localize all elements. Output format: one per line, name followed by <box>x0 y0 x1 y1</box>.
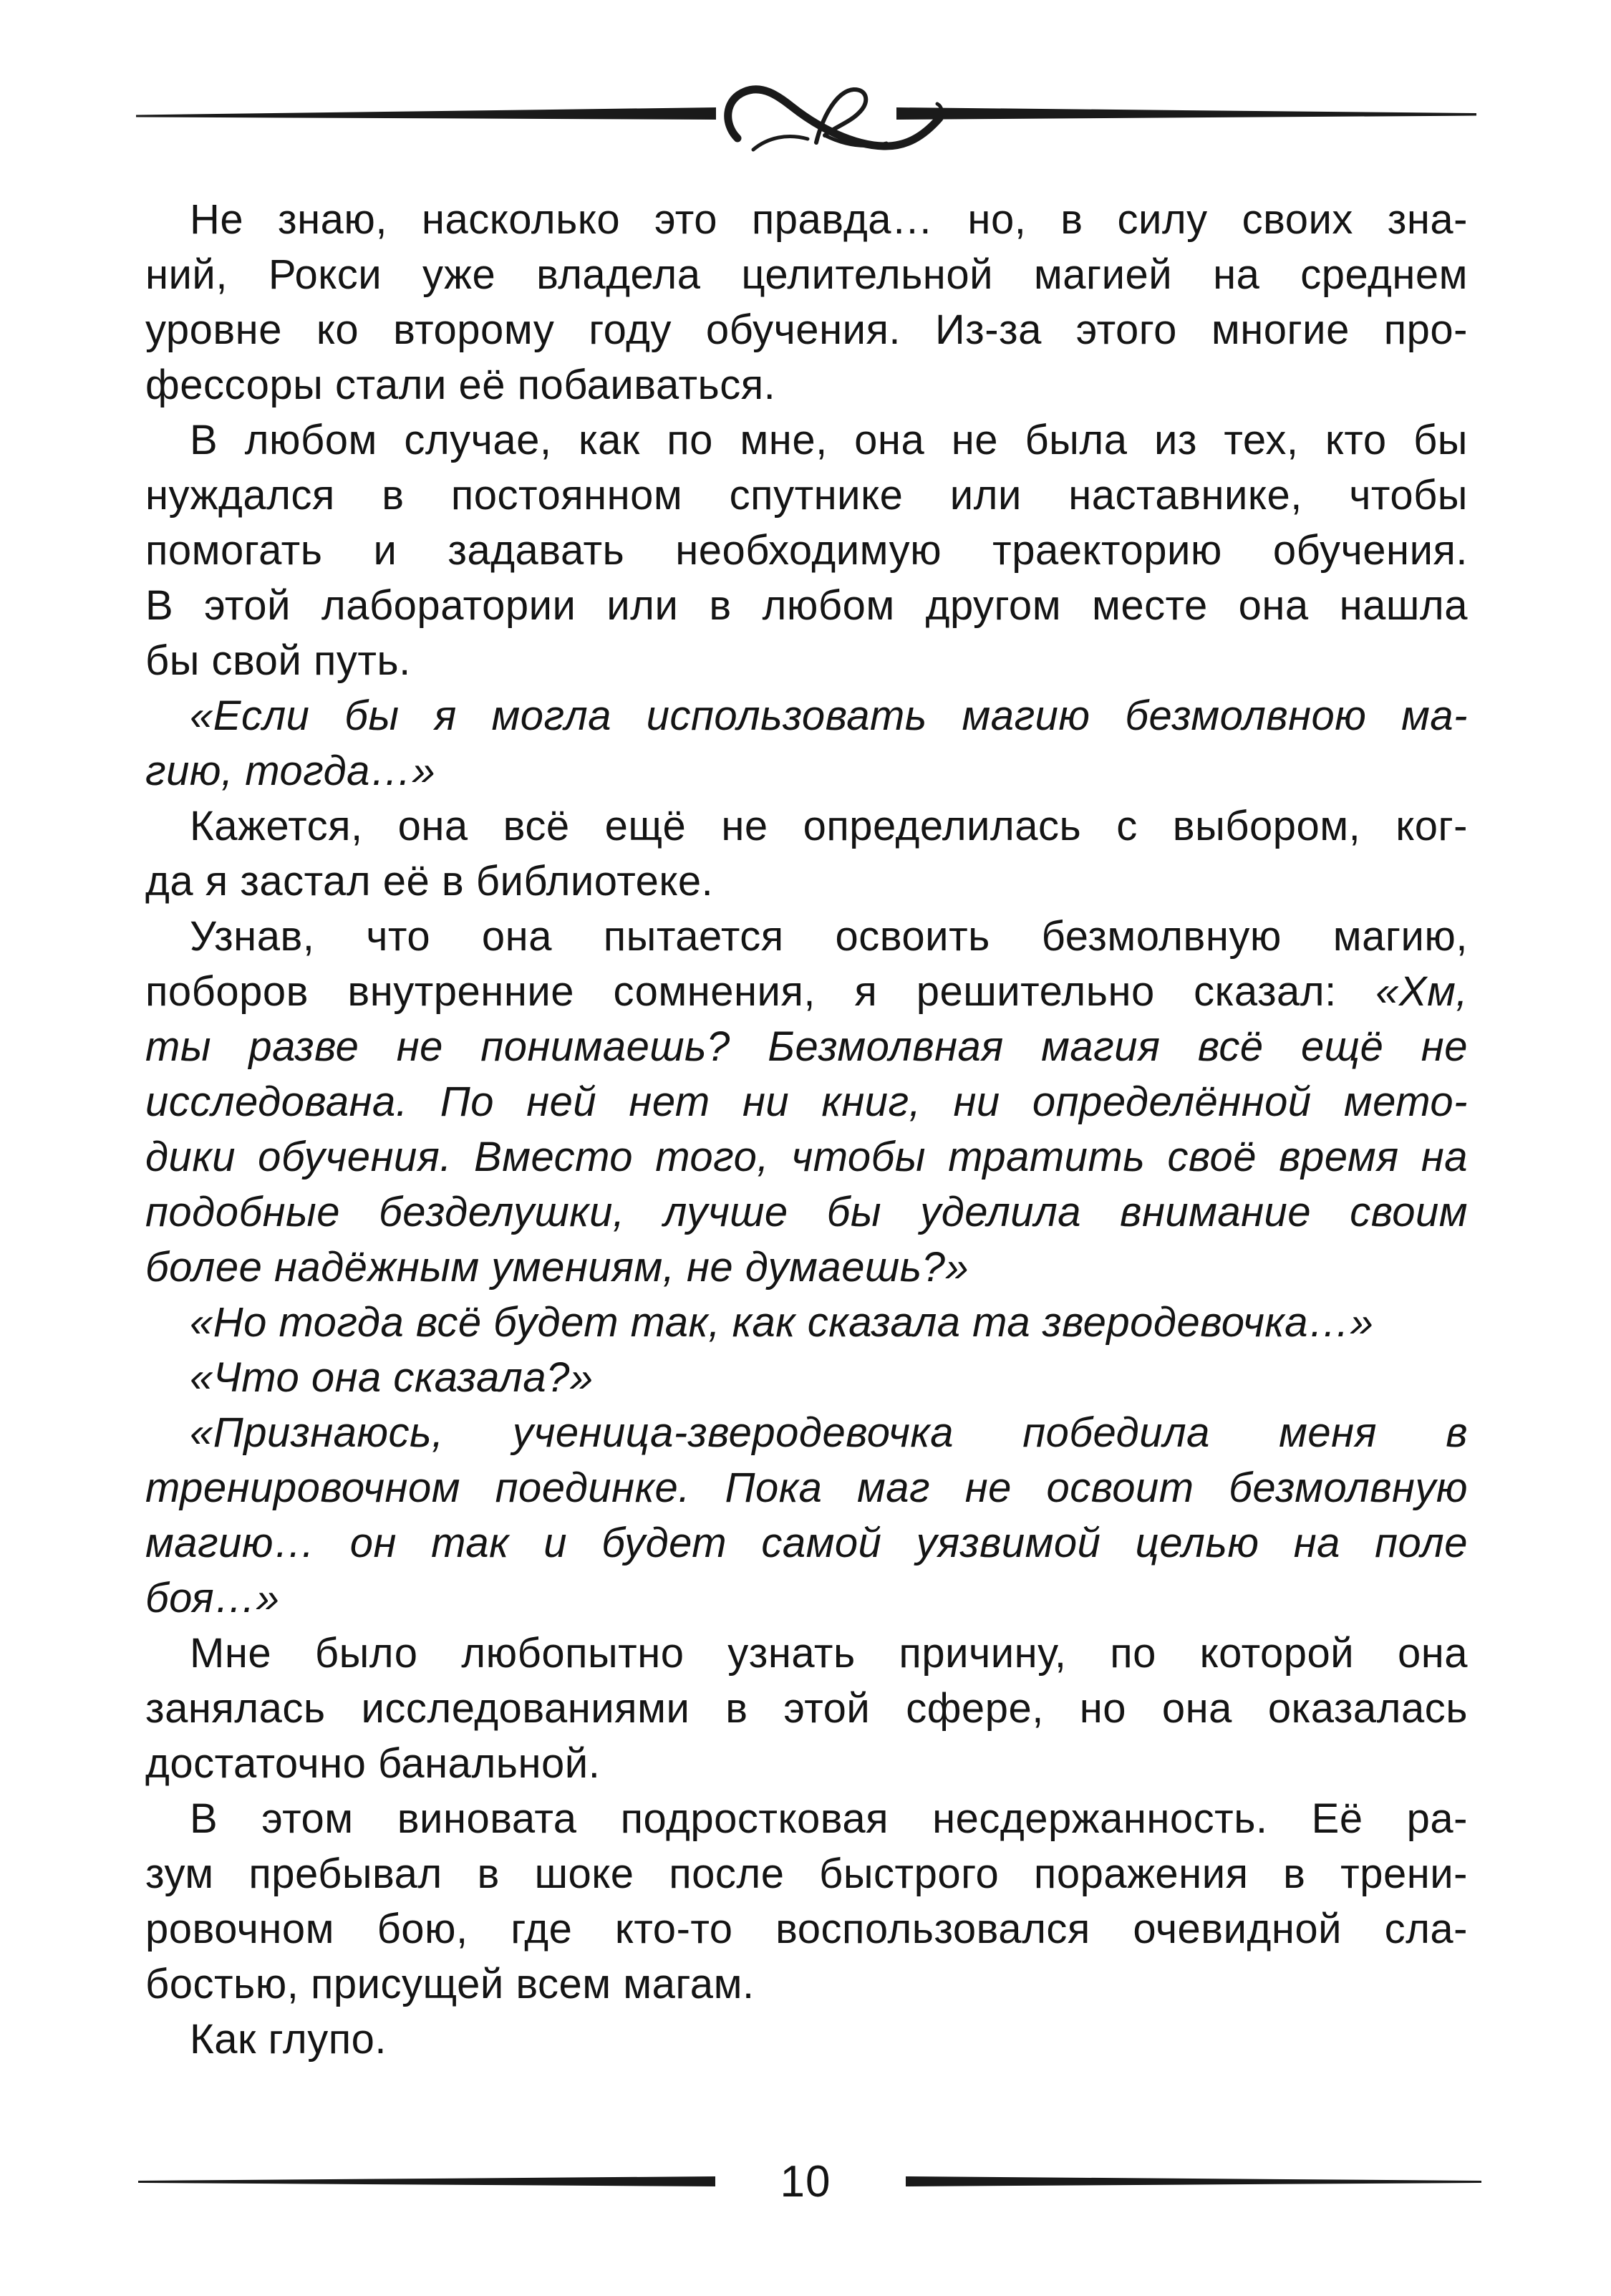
text-line: помогать и задавать необходимую траекторию обучения. <box>145 527 1468 574</box>
text-line: В любом случае, как по мне, она не была из тех, кто бы <box>190 417 1468 463</box>
text-line: занялась исследованиями в этой сфере, но она оказалась <box>145 1685 1468 1732</box>
text-line: да я застал её в библиотеке. <box>145 858 714 905</box>
text-line: Мне было любопытно узнать причину, по которой она <box>190 1630 1468 1677</box>
text-line: ний, Рокси уже владела целительной магией на среднем <box>145 251 1468 298</box>
text-line: «Если бы я могла использовать магию безмолвною ма- <box>190 693 1468 739</box>
text-line: ты разве не понимаешь? Безмолвная магия всё ещё не <box>145 1023 1468 1070</box>
text-line: зум пребывал в шоке после быстрого поражения в трени- <box>145 1851 1468 1897</box>
text-line: исследована. По ней нет ни книг, ни определённой мето- <box>145 1079 1468 1125</box>
text-line: фессоры стали её побаиваться. <box>145 362 776 408</box>
flourish-icon <box>728 90 942 150</box>
text-line: Узнав, что она пытается освоить безмолвную магию, <box>190 913 1468 960</box>
text-line: В этом виновата подростковая несдержанность. Её ра- <box>190 1795 1468 1842</box>
text-line: поборов внутренние сомнения, я решительно сказал: «Хм, <box>145 968 1468 1015</box>
paragraph <box>145 192 1468 413</box>
paragraph <box>145 688 1468 799</box>
text-line: «Что она сказала?» <box>190 1354 594 1401</box>
text-line: «Но тогда всё будет так, как сказала та зверодевочка…» <box>190 1299 1374 1346</box>
text-line: «Признаюсь, ученица-зверодевочка победила меня в <box>190 1409 1468 1456</box>
text-line: уровне ко второму году обучения. Из-за этого многие про- <box>145 307 1468 353</box>
text-line: бы свой путь. <box>145 637 411 684</box>
page-number: 10 <box>780 2157 831 2206</box>
text-line: бостью, присущей всем магам. <box>145 1961 755 2007</box>
text-line: более надёжным умениям, не думаешь?» <box>145 1244 969 1291</box>
paragraph <box>145 1791 1468 2012</box>
paragraph <box>145 909 1468 1295</box>
paragraph <box>145 413 1468 688</box>
top-rule-left <box>136 107 716 120</box>
text-line: В этой лаборатории или в любом другом месте она нашла <box>145 582 1468 629</box>
text-line: магию… он так и будет самой уязвимой целью на поле <box>145 1520 1468 1566</box>
paragraph <box>145 1405 1468 1626</box>
top-rule-right <box>896 107 1476 120</box>
text-line: боя…» <box>145 1575 280 1621</box>
text-line: Как глупо. <box>190 2016 387 2063</box>
paragraph <box>145 799 1468 909</box>
text-line: ровочном бою, где кто-то воспользовался очевидной сла- <box>145 1906 1468 1952</box>
paragraph <box>145 1626 1468 1791</box>
text-line: Кажется, она всё ещё не определилась с выбором, ког- <box>190 803 1468 849</box>
page-text <box>145 192 1468 2067</box>
text-line: тренировочном поединке. Пока маг не освоит безмолвную <box>145 1465 1468 1511</box>
paragraph <box>145 2012 1468 2067</box>
text-line: подобные безделушки, лучше бы уделила внимание своим <box>145 1189 1468 1235</box>
paragraph <box>145 1350 1468 1405</box>
text-line: достаточно банальной. <box>145 1740 601 1787</box>
text-line: дики обучения. Вместо того, чтобы тратить своё время на <box>145 1134 1468 1180</box>
paragraph <box>145 1295 1468 1350</box>
text-line: Не знаю, насколько это правда… но, в силу своих зна- <box>190 196 1468 243</box>
text-line: нуждался в постоянном спутнике или наставнике, чтобы <box>145 472 1468 518</box>
text-line: гию, тогда…» <box>145 748 436 794</box>
